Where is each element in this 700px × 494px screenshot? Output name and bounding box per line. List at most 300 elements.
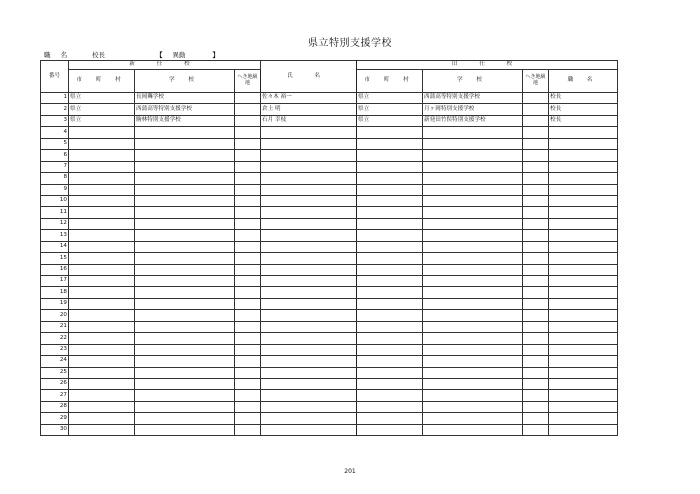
table-row [41, 184, 618, 195]
table-row [41, 115, 618, 126]
cell-old-position [549, 218, 618, 229]
cell-new-school [135, 276, 235, 287]
cell-new-city [69, 184, 135, 195]
cell-old-position [549, 138, 618, 149]
cell-new-city: 県立 [69, 93, 135, 104]
table-row [41, 276, 618, 287]
cell-old-school [423, 276, 523, 287]
cell-old-school [423, 333, 523, 344]
cell-old-grade [523, 93, 549, 104]
table-row [41, 287, 618, 298]
cell-old-position [549, 310, 618, 321]
header-old-school: 旧 任 校 [357, 61, 618, 70]
transfer-table [40, 60, 618, 436]
cell-name [261, 287, 357, 298]
cell-name: 石月 幸枝 [261, 115, 357, 126]
table-row [41, 401, 618, 412]
cell-old-city [357, 333, 423, 344]
cell-new-school [135, 424, 235, 435]
cell-old-grade [523, 127, 549, 138]
cell-old-city [357, 173, 423, 184]
table-row [41, 104, 618, 115]
cell-old-grade [523, 138, 549, 149]
cell-old-grade [523, 241, 549, 252]
cell-old-city [357, 230, 423, 241]
cell-old-school [423, 161, 523, 172]
cell-new-city [69, 367, 135, 378]
cell-old-position: 校長 [549, 93, 618, 104]
table-row [41, 230, 618, 241]
cell-new-school: 駒林特別支援学校 [135, 115, 235, 126]
cell-old-grade [523, 104, 549, 115]
position-value: 校長 [92, 51, 105, 59]
cell-old-city [357, 424, 423, 435]
cell-old-school [423, 195, 523, 206]
cell-no: 27 [41, 390, 69, 401]
transfer-type: 異動 [172, 51, 186, 59]
page-title: 県立特別支援学校 [308, 38, 392, 49]
cell-new-city [69, 230, 135, 241]
table-row [41, 173, 618, 184]
table-row [41, 218, 618, 229]
cell-old-school [423, 184, 523, 195]
cell-old-city [357, 218, 423, 229]
cell-no: 8 [41, 173, 69, 184]
table-row [41, 321, 618, 332]
cell-old-grade [523, 264, 549, 275]
cell-new-school [135, 333, 235, 344]
cell-new-grade [235, 115, 261, 126]
table-row [41, 298, 618, 309]
cell-old-grade [523, 413, 549, 424]
cell-old-city [357, 401, 423, 412]
cell-no: 16 [41, 264, 69, 275]
cell-new-school [135, 150, 235, 161]
cell-name [261, 401, 357, 412]
cell-old-position: 校長 [549, 115, 618, 126]
cell-new-school [135, 310, 235, 321]
cell-new-school [135, 344, 235, 355]
cell-old-school: 新発田竹俣特別支援学校 [423, 115, 523, 126]
cell-no: 17 [41, 276, 69, 287]
cell-old-school [423, 287, 523, 298]
cell-new-grade [235, 310, 261, 321]
cell-old-school [423, 207, 523, 218]
cell-old-position [549, 390, 618, 401]
cell-new-city [69, 390, 135, 401]
cell-old-position [549, 367, 618, 378]
cell-old-position: 校長 [549, 104, 618, 115]
page-number: 201 [344, 468, 356, 475]
cell-new-city [69, 207, 135, 218]
cell-old-school [423, 378, 523, 389]
cell-old-grade [523, 276, 549, 287]
table-row [41, 378, 618, 389]
cell-name [261, 127, 357, 138]
cell-old-grade [523, 310, 549, 321]
cell-new-school [135, 173, 235, 184]
cell-new-grade [235, 173, 261, 184]
header-old-city: 市 町 村 [357, 70, 423, 93]
cell-old-grade [523, 321, 549, 332]
cell-new-grade [235, 298, 261, 309]
cell-no: 9 [41, 184, 69, 195]
table-row [41, 207, 618, 218]
cell-name [261, 241, 357, 252]
cell-name: 佐々木 裕一 [261, 93, 357, 104]
header-new-school: 新 任 校 [69, 61, 261, 70]
cell-name [261, 264, 357, 275]
table-row [41, 138, 618, 149]
cell-old-grade [523, 207, 549, 218]
cell-old-grade [523, 287, 549, 298]
cell-no: 23 [41, 344, 69, 355]
cell-new-grade [235, 127, 261, 138]
cell-new-grade [235, 356, 261, 367]
header-new-school-name: 学 校 [135, 70, 235, 93]
cell-old-city [357, 241, 423, 252]
cell-old-school [423, 253, 523, 264]
cell-name [261, 207, 357, 218]
cell-old-position [549, 264, 618, 275]
cell-new-city [69, 127, 135, 138]
cell-no: 18 [41, 287, 69, 298]
cell-new-grade [235, 104, 261, 115]
cell-new-grade [235, 230, 261, 241]
cell-old-grade [523, 150, 549, 161]
cell-old-city [357, 276, 423, 287]
cell-new-city [69, 161, 135, 172]
cell-old-city: 県立 [357, 115, 423, 126]
cell-name [261, 161, 357, 172]
cell-old-city [357, 150, 423, 161]
cell-no: 3 [41, 115, 69, 126]
cell-old-city [357, 413, 423, 424]
bracket-close: 】 [212, 51, 219, 59]
cell-old-position [549, 378, 618, 389]
cell-new-grade [235, 390, 261, 401]
cell-old-city [357, 264, 423, 275]
table-row [41, 127, 618, 138]
cell-no: 7 [41, 161, 69, 172]
table-row [41, 264, 618, 275]
table-row [41, 356, 618, 367]
cell-new-school [135, 287, 235, 298]
cell-new-city [69, 173, 135, 184]
cell-new-city [69, 344, 135, 355]
cell-new-city [69, 298, 135, 309]
cell-new-city [69, 195, 135, 206]
cell-old-city [357, 127, 423, 138]
cell-new-grade [235, 138, 261, 149]
cell-old-position [549, 127, 618, 138]
header-old-remote-grade: へき地級 地 [523, 70, 549, 93]
cell-name [261, 276, 357, 287]
cell-old-city [357, 161, 423, 172]
table-row [41, 333, 618, 344]
cell-old-grade [523, 230, 549, 241]
cell-old-position [549, 184, 618, 195]
cell-old-city [357, 298, 423, 309]
cell-old-grade [523, 184, 549, 195]
cell-name [261, 138, 357, 149]
cell-old-position [549, 161, 618, 172]
cell-old-grade [523, 367, 549, 378]
bracket-open: 【 [156, 51, 163, 59]
cell-old-school [423, 241, 523, 252]
cell-new-city [69, 424, 135, 435]
cell-name [261, 333, 357, 344]
cell-old-grade [523, 424, 549, 435]
table-row [41, 150, 618, 161]
cell-name [261, 356, 357, 367]
cell-new-school: 長岡聾学校 [135, 93, 235, 104]
cell-old-city [357, 356, 423, 367]
table-row [41, 413, 618, 424]
cell-no: 19 [41, 298, 69, 309]
cell-no: 13 [41, 230, 69, 241]
cell-new-grade [235, 161, 261, 172]
cell-old-grade [523, 333, 549, 344]
cell-old-position [549, 150, 618, 161]
header-number: 番号 [41, 61, 69, 93]
cell-no: 12 [41, 218, 69, 229]
cell-new-school [135, 195, 235, 206]
cell-old-school: 月ヶ岡特別支援学校 [423, 104, 523, 115]
cell-old-city: 県立 [357, 93, 423, 104]
cell-old-city [357, 310, 423, 321]
cell-name: 倉上 明 [261, 104, 357, 115]
cell-new-grade [235, 321, 261, 332]
cell-no: 1 [41, 93, 69, 104]
cell-old-position [549, 173, 618, 184]
cell-new-school [135, 138, 235, 149]
cell-no: 10 [41, 195, 69, 206]
cell-old-position [549, 195, 618, 206]
cell-new-grade [235, 276, 261, 287]
cell-new-city [69, 253, 135, 264]
cell-new-grade [235, 207, 261, 218]
cell-name [261, 173, 357, 184]
header-new-city: 市 町 村 [69, 70, 135, 93]
cell-new-school [135, 230, 235, 241]
cell-old-school [423, 356, 523, 367]
cell-new-school [135, 161, 235, 172]
cell-new-school: 西蒲高等特別支援学校 [135, 104, 235, 115]
cell-old-position [549, 253, 618, 264]
cell-new-grade [235, 195, 261, 206]
cell-new-city [69, 378, 135, 389]
cell-old-school [423, 173, 523, 184]
cell-old-school [423, 127, 523, 138]
cell-old-grade [523, 378, 549, 389]
cell-no: 28 [41, 401, 69, 412]
cell-new-grade [235, 241, 261, 252]
cell-old-position [549, 321, 618, 332]
cell-no: 25 [41, 367, 69, 378]
cell-name [261, 218, 357, 229]
cell-name [261, 413, 357, 424]
cell-new-city [69, 276, 135, 287]
cell-no: 22 [41, 333, 69, 344]
cell-old-city [357, 367, 423, 378]
header-name: 氏 名 [261, 61, 357, 93]
cell-name [261, 230, 357, 241]
cell-old-school [423, 390, 523, 401]
cell-old-city [357, 195, 423, 206]
cell-old-school [423, 401, 523, 412]
cell-old-school [423, 138, 523, 149]
cell-old-school [423, 218, 523, 229]
cell-no: 2 [41, 104, 69, 115]
cell-new-school [135, 184, 235, 195]
cell-new-grade [235, 333, 261, 344]
cell-no: 24 [41, 356, 69, 367]
cell-new-grade [235, 253, 261, 264]
cell-new-grade [235, 264, 261, 275]
cell-name [261, 253, 357, 264]
cell-no: 4 [41, 127, 69, 138]
cell-no: 21 [41, 321, 69, 332]
table-row [41, 367, 618, 378]
cell-name [261, 310, 357, 321]
cell-old-position [549, 401, 618, 412]
cell-new-school [135, 253, 235, 264]
cell-old-position [549, 276, 618, 287]
cell-old-position [549, 356, 618, 367]
table-row [41, 93, 618, 104]
cell-new-school [135, 356, 235, 367]
cell-new-city [69, 333, 135, 344]
cell-no: 11 [41, 207, 69, 218]
cell-name [261, 298, 357, 309]
header-old-school-name: 学 校 [423, 70, 523, 93]
cell-old-city [357, 390, 423, 401]
cell-name [261, 424, 357, 435]
cell-no: 29 [41, 413, 69, 424]
cell-old-city [357, 378, 423, 389]
table-row [41, 424, 618, 435]
cell-new-school [135, 321, 235, 332]
cell-old-grade [523, 115, 549, 126]
cell-no: 20 [41, 310, 69, 321]
table-row [41, 310, 618, 321]
cell-new-grade [235, 424, 261, 435]
cell-new-city: 県立 [69, 115, 135, 126]
cell-new-grade [235, 344, 261, 355]
cell-old-city [357, 344, 423, 355]
cell-new-city [69, 138, 135, 149]
cell-new-school [135, 298, 235, 309]
cell-old-school [423, 298, 523, 309]
table-row [41, 390, 618, 401]
cell-old-school [423, 310, 523, 321]
cell-old-position [549, 287, 618, 298]
cell-new-city [69, 356, 135, 367]
cell-name [261, 321, 357, 332]
table-row [41, 253, 618, 264]
cell-new-grade [235, 401, 261, 412]
cell-new-school [135, 413, 235, 424]
cell-old-position [549, 424, 618, 435]
cell-old-position [549, 207, 618, 218]
cell-new-grade [235, 367, 261, 378]
cell-new-city [69, 150, 135, 161]
cell-new-city [69, 241, 135, 252]
cell-new-grade [235, 218, 261, 229]
cell-name [261, 195, 357, 206]
cell-new-city [69, 321, 135, 332]
cell-new-city [69, 401, 135, 412]
cell-new-school [135, 367, 235, 378]
cell-old-school [423, 230, 523, 241]
cell-new-school [135, 401, 235, 412]
cell-old-school [423, 150, 523, 161]
cell-old-city [357, 207, 423, 218]
cell-new-school [135, 127, 235, 138]
cell-new-city: 県立 [69, 104, 135, 115]
cell-no: 14 [41, 241, 69, 252]
cell-old-city [357, 138, 423, 149]
cell-old-grade [523, 401, 549, 412]
header-new-remote-grade: へき地級 地 [235, 70, 261, 93]
cell-old-school [423, 367, 523, 378]
cell-old-city [357, 184, 423, 195]
table-row [41, 241, 618, 252]
cell-no: 6 [41, 150, 69, 161]
cell-old-position [549, 298, 618, 309]
cell-old-school [423, 424, 523, 435]
cell-new-school [135, 378, 235, 389]
cell-old-grade [523, 356, 549, 367]
cell-old-position [549, 333, 618, 344]
cell-old-school [423, 413, 523, 424]
cell-new-city [69, 413, 135, 424]
cell-new-school [135, 390, 235, 401]
position-label: 職 名 [44, 51, 72, 59]
cell-old-position [549, 230, 618, 241]
cell-old-grade [523, 161, 549, 172]
cell-new-city [69, 264, 135, 275]
cell-old-grade [523, 218, 549, 229]
cell-new-grade [235, 150, 261, 161]
cell-new-grade [235, 93, 261, 104]
cell-new-grade [235, 184, 261, 195]
position-meta [44, 50, 219, 59]
cell-no: 15 [41, 253, 69, 264]
cell-old-city [357, 253, 423, 264]
cell-no: 5 [41, 138, 69, 149]
cell-new-city [69, 218, 135, 229]
cell-old-school [423, 321, 523, 332]
cell-old-grade [523, 298, 549, 309]
header-old-position: 職 名 [549, 70, 618, 93]
table-row [41, 161, 618, 172]
cell-name [261, 184, 357, 195]
cell-old-position [549, 413, 618, 424]
cell-old-school [423, 264, 523, 275]
cell-old-position [549, 344, 618, 355]
cell-old-city [357, 287, 423, 298]
cell-old-grade [523, 195, 549, 206]
cell-name [261, 367, 357, 378]
cell-new-city [69, 287, 135, 298]
cell-old-school [423, 344, 523, 355]
cell-name [261, 378, 357, 389]
cell-new-grade [235, 413, 261, 424]
cell-old-grade [523, 173, 549, 184]
cell-old-grade [523, 253, 549, 264]
